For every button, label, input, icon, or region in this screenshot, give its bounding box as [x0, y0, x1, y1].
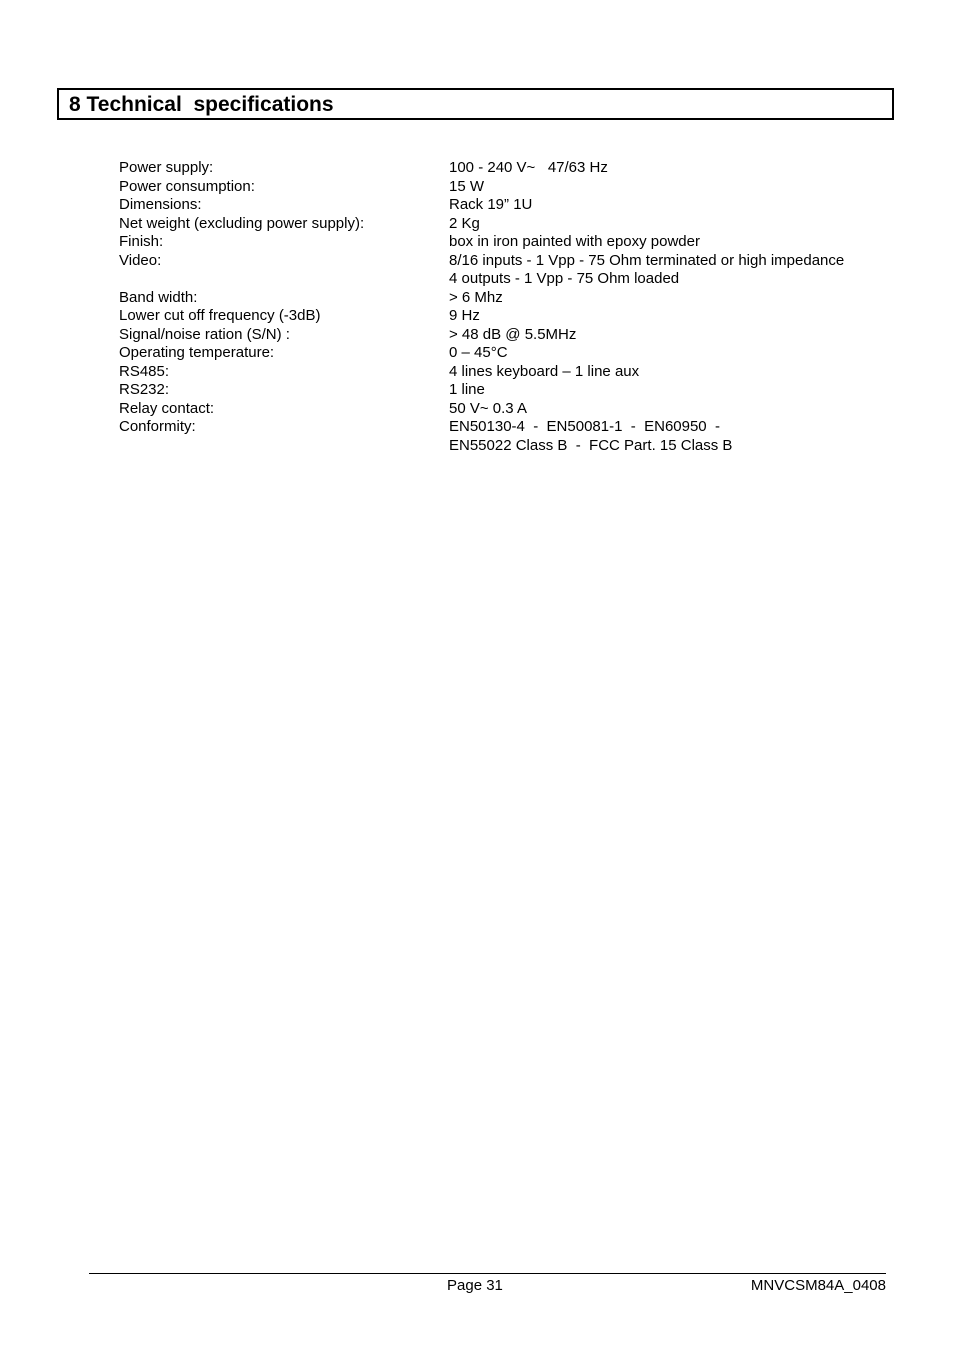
spec-label: Power supply:	[119, 159, 214, 176]
spec-value: 8/16 inputs - 1 Vpp - 75 Ohm terminated or high impedance	[449, 251, 845, 269]
spec-value: EN55022 Class B - FCC Part. 15 Class B	[449, 436, 733, 454]
spec-row-rs485	[119, 363, 899, 382]
spec-value: EN50130-4 - EN50081-1 - EN60950 -	[449, 418, 720, 435]
spec-label	[119, 270, 449, 289]
spec-label: RS485:	[119, 362, 170, 380]
spec-label: RS232:	[119, 381, 170, 398]
spec-value: > 48 dB @ 5.5MHz	[449, 325, 577, 343]
spec-value: 50 V~ 0.3 A	[449, 399, 527, 417]
spec-row-operating-temperature	[119, 344, 899, 363]
spec-label: Band width:	[119, 288, 198, 306]
document-code: MNVCSM84A_0408	[750, 1277, 886, 1294]
page-number: Page 31	[447, 1277, 503, 1294]
spec-row-conformity	[119, 418, 899, 437]
spec-row-power-consumption	[119, 178, 899, 197]
spec-row-lower-cutoff	[119, 307, 899, 326]
spec-value: box in iron painted with epoxy powder	[449, 233, 700, 250]
spec-label: Lower cut off frequency (-3dB)	[119, 307, 321, 324]
spec-value: 100 - 240 V~ 47/63 Hz	[449, 159, 608, 176]
spec-value: > 6 Mhz	[449, 288, 503, 306]
spec-label: Net weight (excluding power supply):	[119, 214, 365, 232]
spec-row-rs232	[119, 381, 899, 400]
footer-divider	[89, 1273, 886, 1274]
spec-row-video-continued	[119, 270, 899, 289]
spec-row-video	[119, 252, 899, 271]
spec-value: 4 lines keyboard – 1 line aux	[449, 362, 640, 380]
spec-value: 15 W	[449, 177, 485, 195]
spec-label: Video:	[119, 251, 162, 269]
spec-label: Operating temperature:	[119, 344, 275, 361]
section-header	[57, 88, 894, 120]
spec-row-conformity-continued	[119, 437, 899, 456]
spec-value: 4 outputs - 1 Vpp - 75 Ohm loaded	[449, 270, 680, 287]
spec-label: Dimensions:	[119, 196, 202, 213]
specifications-table	[119, 159, 899, 455]
spec-row-net-weight	[119, 215, 899, 234]
spec-label: Signal/noise ration (S/N) :	[119, 325, 290, 343]
spec-row-finish	[119, 233, 899, 252]
spec-row-power-supply	[119, 159, 899, 178]
spec-value: Rack 19” 1U	[449, 196, 533, 213]
section-title: 8 Technical specifications	[69, 93, 334, 116]
spec-row-relay-contact	[119, 400, 899, 419]
spec-value: 0 – 45°C	[449, 344, 508, 361]
spec-label: Finish:	[119, 233, 164, 250]
spec-row-dimensions	[119, 196, 899, 215]
spec-label: Conformity:	[119, 418, 196, 435]
spec-label: Relay contact:	[119, 399, 215, 417]
spec-value: 9 Hz	[449, 307, 480, 324]
spec-row-signal-noise	[119, 326, 899, 345]
spec-row-band-width	[119, 289, 899, 308]
spec-value: 1 line	[449, 381, 485, 398]
spec-label: Power consumption:	[119, 177, 255, 195]
spec-label	[119, 437, 449, 456]
spec-value: 2 Kg	[449, 214, 480, 232]
